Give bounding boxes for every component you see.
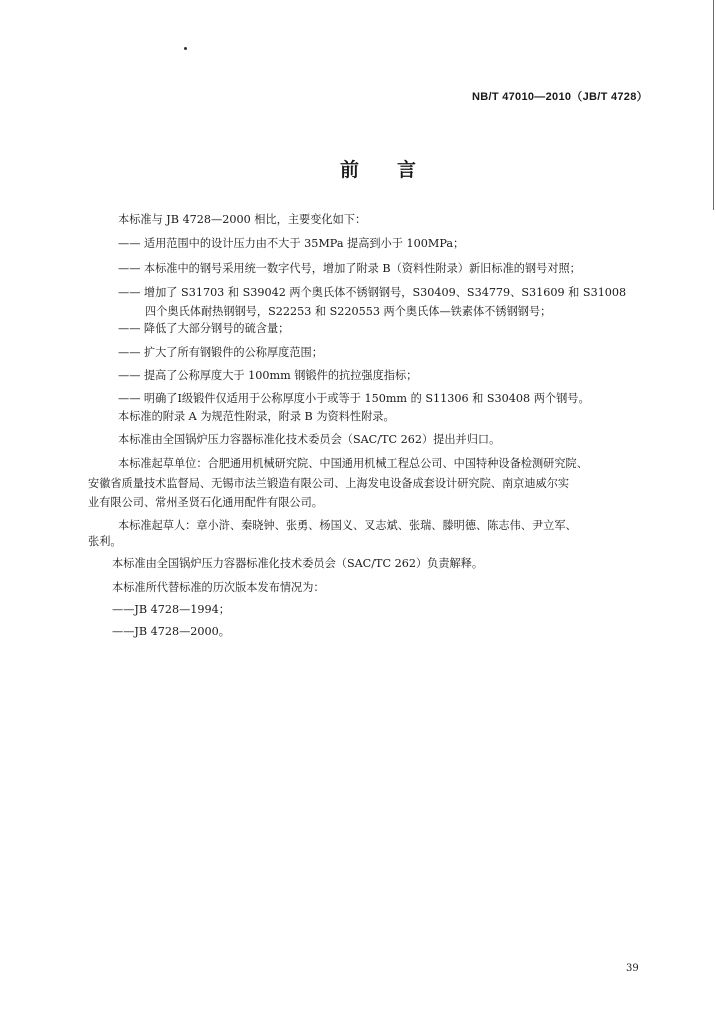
change-item: —— 适用范围中的设计压力由不大于 35MPa 提高到小于 100MPa；: [118, 237, 465, 250]
scan-speck: [184, 47, 187, 50]
page-edge-line: [713, 0, 714, 210]
body-line: 本标准与 JB 4728—2000 相比，主要变化如下：: [118, 213, 367, 226]
body-line-continuation: 张利。: [88, 535, 122, 548]
body-line: 本标准由全国锅炉压力容器标准化技术委员会（SAC/TC 262）负责解释。: [112, 557, 484, 570]
body-line: 本标准所代替标准的历次版本发布情况为：: [112, 581, 325, 594]
previous-edition: ——JB 4728—2000。: [112, 625, 230, 638]
change-item-continuation: 四个奥氏体耐热钢钢号，S22253 和 S220553 两个奥氏体—铁素体不锈钢钢号；: [145, 305, 552, 318]
body-line: 本标准起草人：章小浒、秦晓钟、张勇、杨国义、叉志斌、张瑞、滕明德、陈志伟、尹立军、: [118, 519, 577, 532]
body-line: 本标准起草单位：合肥通用机械研究院、中国通用机械工程总公司、中国特种设备检测研究院、: [118, 457, 588, 470]
change-item: —— 降低了大部分钢号的硫含量；: [118, 322, 290, 335]
change-item: —— 明确了Ⅰ级锻件仅适用于公称厚度小于或等于 150mm 的 S11306 和 S30408 两个钢号。: [118, 392, 590, 405]
change-item: —— 提高了公称厚度大于 100mm 钢锻件的抗拉强度指标；: [118, 369, 418, 382]
body-line-continuation: 业有限公司、常州圣贤石化通用配件有限公司。: [88, 496, 323, 509]
change-item: —— 本标准中的钢号采用统一数字代号，增加了附录 B（资料性附录）新旧标准的钢号对照；: [118, 262, 581, 275]
body-line-continuation: 安徽省质量技术监督局、无锡市法兰锻造有限公司、上海发电设备成套设计研究院、南京迪威尔实: [88, 477, 570, 490]
body-line: 本标准由全国锅炉压力容器标准化技术委员会（SAC/TC 262）提出并归口。: [118, 433, 501, 446]
change-item: —— 扩大了所有钢锻件的公称厚度范围；: [118, 346, 323, 359]
page-number: 39: [626, 963, 639, 974]
previous-edition: ——JB 4728—1994；: [112, 603, 230, 616]
change-item: —— 增加了 S31703 和 S39042 两个奥氏体不锈钢钢号，S30409、S34779、S31609 和 S31008: [118, 286, 627, 299]
page-title: 前言: [340, 159, 455, 181]
body-line: 本标准的附录 A 为规范性附录，附录 B 为资料性附录。: [118, 410, 395, 423]
standard-code: NB/T 47010—2010（JB/T 4728）: [472, 91, 648, 103]
